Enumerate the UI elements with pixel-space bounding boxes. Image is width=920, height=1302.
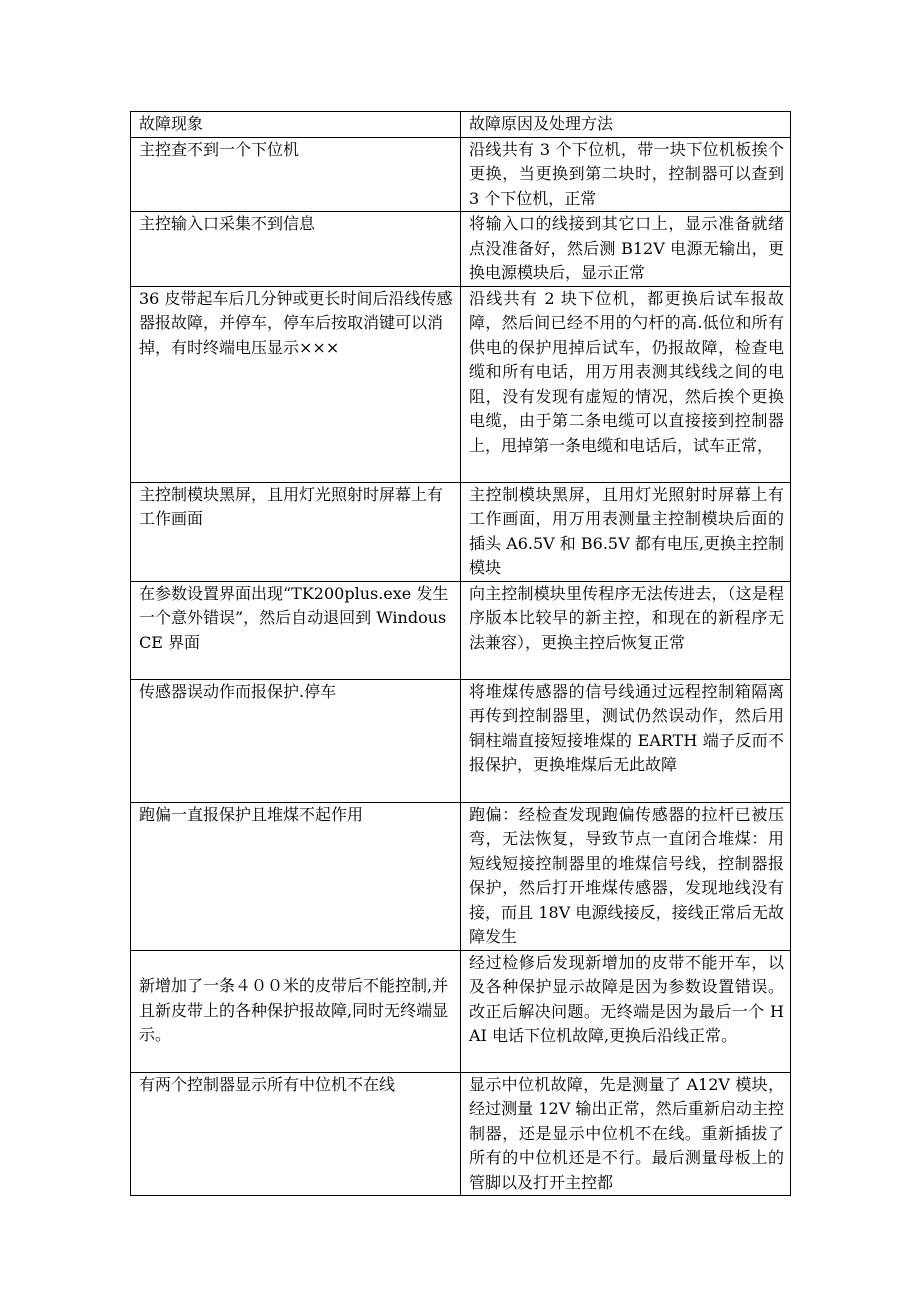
table-row (131, 137, 791, 212)
cause-cell: 将输入口的线接到其它口上，显示准备就绪点没准备好，然后测 B12V 电源无输出，更换电源模块后，显示正常 (461, 212, 791, 287)
fault-table (130, 111, 791, 1196)
cause-cell: 经过检修后发现新增加的皮带不能开车，以及各种保护显示故障是因为参数设置错误。改正后解决问题。无终端是因为最后一个 HAI 电话下位机故障,更换后沿线正常。 (461, 950, 791, 1072)
symptom-cell: 有两个控制器显示所有中位机不在线 (131, 1072, 461, 1196)
symptom-cell: 主控查不到一个下位机 (131, 137, 461, 212)
table-row (131, 482, 791, 581)
symptom-cell: 主控制模块黑屏，且用灯光照射时屏幕上有工作画面 (131, 482, 461, 581)
symptom-cell: 36 皮带起车后几分钟或更长时间后沿线传感器报故障，并停车，停车后按取消键可以消掉，有时终端电压显示××× (131, 286, 461, 482)
table-row (131, 950, 791, 1072)
cause-cell: 沿线共有 3 个下位机，带一块下位机板挨个更换，当更换到第二块时，控制器可以查到 3 个下位机，正常 (461, 137, 791, 212)
cause-cell: 向主控制模块里传程序无法传进去，（这是程序版本比较早的新主控，和现在的新程序无法兼容），更换主控后恢复正常 (461, 581, 791, 679)
cause-cell: 沿线共有 2 块下位机，都更换后试车报故障，然后间已经不用的勺杆的高.低位和所有供电的保护甩掉后试车，仍报故障，检查电缆和所有电话，用万用表测其线线之间的电阻，没有发现有虚短的情况，然后挨个更换电缆，由于第二条电缆可以直接接到控制器上，甩掉第一条电缆和电话后，试车正常， (461, 286, 791, 482)
cause-cell: 跑偏：经检查发现跑偏传感器的拉杆已被压弯，无法恢复，导致节点一直闭合堆煤：用短线短接控制器里的堆煤信号线，控制器报保护，然后打开堆煤传感器，发现地线没有接，而且 18V 电源线接反，接线正常后无故障发生 (461, 802, 791, 950)
table-row (131, 581, 791, 679)
table-row (131, 286, 791, 482)
cause-cell: 主控制模块黑屏，且用灯光照射时屏幕上有工作画面，用万用表测量主控制模块后面的插头 A6.5V 和 B6.5V 都有电压,更换主控制模块 (461, 482, 791, 581)
symptom-cell: 在参数设置界面出现“TK200plus.exe 发生一个意外错误”，然后自动退回到 Windous CE 界面 (131, 581, 461, 679)
symptom-cell: 新增加了一条４００米的皮带后不能控制,并且新皮带上的各种保护报故障,同时无终端显示。 (131, 950, 461, 1072)
cause-cell: 将堆煤传感器的信号线通过远程控制箱隔离再传到控制器里，测试仍然误动作，然后用铜柱端直接短接堆煤的 EARTH 端子反而不报保护，更换堆煤后无此故障 (461, 679, 791, 802)
symptom-cell: 跑偏一直报保护且堆煤不起作用 (131, 802, 461, 950)
table-row (131, 212, 791, 287)
symptom-cell: 传感器误动作而报保护.停车 (131, 679, 461, 802)
table-row (131, 802, 791, 950)
table-row (131, 679, 791, 802)
table-row (131, 1072, 791, 1196)
cause-cell: 显示中位机故障，先是测量了 A12V 模块，经过测量 12V 输出正常，然后重新启动主控制器，还是显示中位机不在线。重新插拔了所有的中位机还是不行。最后测量母板上的管脚以及打开主控都 (461, 1072, 791, 1196)
table-header-row (131, 112, 791, 138)
header-cause: 故障原因及处理方法 (461, 112, 791, 138)
header-symptom: 故障现象 (131, 112, 461, 138)
symptom-cell: 主控输入口采集不到信息 (131, 212, 461, 287)
